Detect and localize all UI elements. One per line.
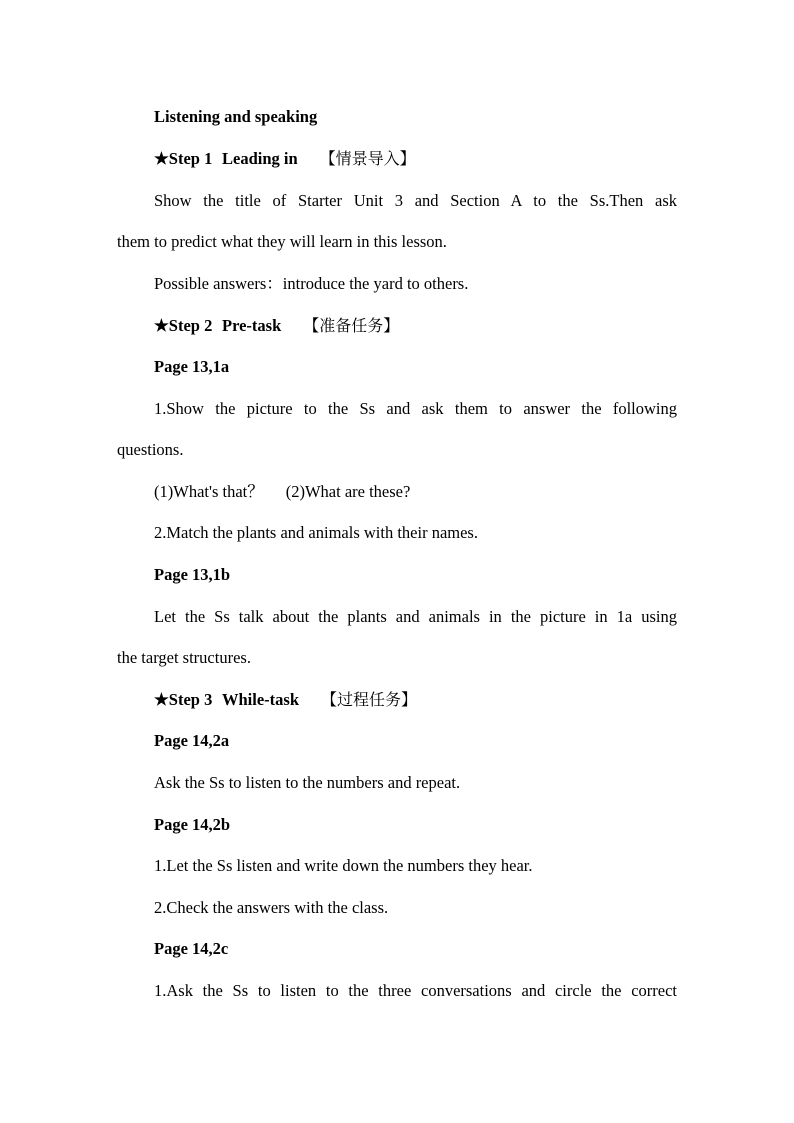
possible-answers: Possible answers：introduce the yard to others.	[154, 274, 469, 293]
step-name: While-task	[222, 690, 300, 709]
paragraph-line: Show the title of Starter Unit 3 and Section A to the Ss.Then ask	[154, 191, 677, 210]
question-1: (1)What's that？	[154, 482, 264, 501]
step-name: Leading in	[222, 149, 298, 168]
paragraph-line: 2.Match the plants and animals with their names.	[154, 523, 478, 542]
step-chinese-label: 【准备任务】	[303, 316, 400, 335]
step-chinese-label: 【情景导入】	[319, 149, 416, 168]
paragraph-line: Ask the Ss to listen to the numbers and repeat.	[154, 773, 461, 792]
step-2-heading	[154, 316, 677, 336]
step-label: ★Step 2	[154, 316, 213, 335]
question-line	[154, 482, 677, 502]
paragraph-line: Let the Ss talk about the plants and animals in the picture in 1a using	[154, 607, 677, 626]
page-reference: Page 13,1b	[154, 565, 231, 584]
page-reference: Page 14,2b	[154, 815, 231, 834]
paragraph-line: the target structures.	[117, 648, 251, 667]
step-3-heading	[154, 690, 677, 710]
page-reference: Page 14,2c	[154, 939, 229, 958]
paragraph-line: 1.Let the Ss listen and write down the numbers they hear.	[154, 856, 533, 875]
paragraph-line: 1.Ask the Ss to listen to the three conversations and circle the correct	[154, 981, 677, 1000]
step-label: ★Step 3	[154, 690, 213, 709]
paragraph-line: 2.Check the answers with the class.	[154, 898, 389, 917]
step-name: Pre-task	[222, 316, 282, 335]
paragraph-line: them to predict what they will learn in this lesson.	[117, 232, 447, 251]
step-1-heading	[154, 149, 677, 169]
step-label: ★Step 1	[154, 149, 213, 168]
paragraph-line: questions.	[117, 440, 184, 459]
paragraph-line: 1.Show the picture to the Ss and ask them to answer the following	[154, 399, 677, 418]
section-title: Listening and speaking	[154, 107, 318, 126]
question-2: (2)What are these?	[285, 482, 411, 501]
page-reference: Page 13,1a	[154, 357, 230, 376]
page-reference: Page 14,2a	[154, 731, 230, 750]
step-chinese-label: 【过程任务】	[321, 690, 418, 709]
